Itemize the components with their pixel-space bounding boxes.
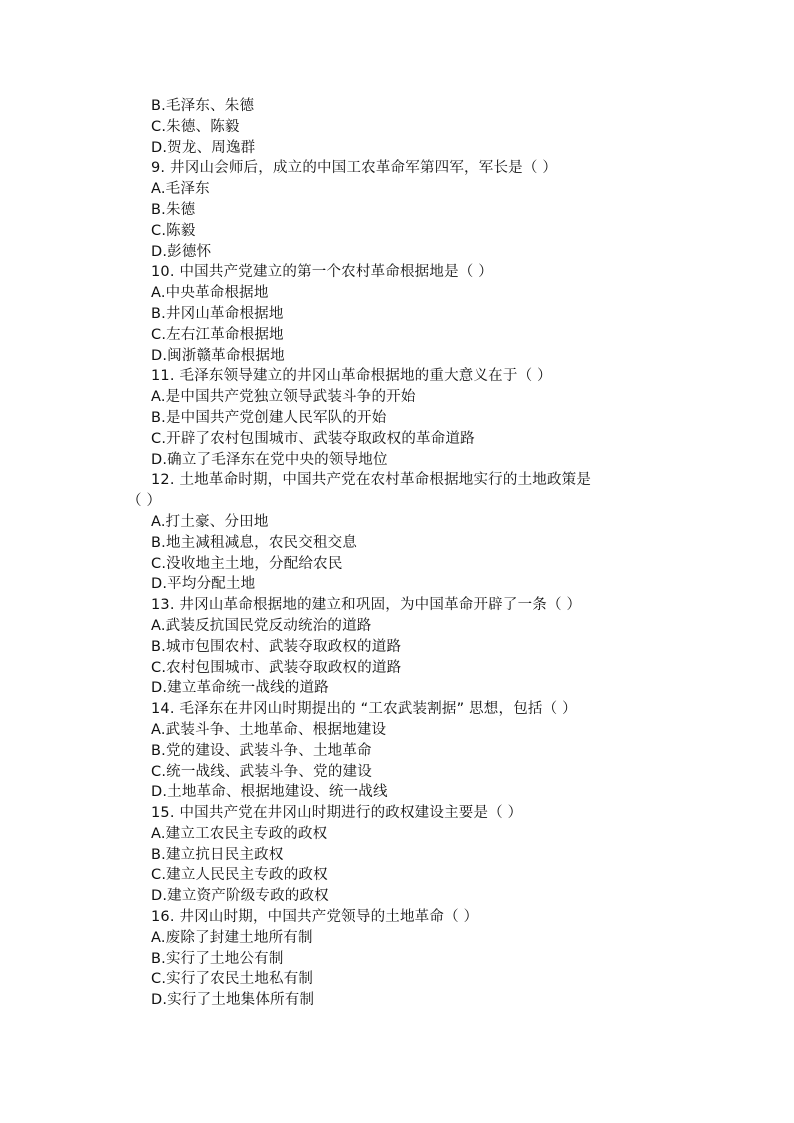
answer-option: A.武装反抗国民党反动统治的道路 — [151, 617, 372, 634]
question-text: 9. 井冈山会师后，成立的中国工农革命军第四军，军长是（ ） — [151, 160, 558, 177]
answer-option: C.开辟了农村包围城市、武装夺取政权的革命道路 — [151, 430, 475, 447]
question-text: 13. 井冈山革命根据地的建立和巩固，为中国革命开辟了一条（ ） — [151, 597, 582, 614]
answer-option: D.彭德怀 — [151, 243, 212, 260]
answer-option: D.闽浙赣革命根据地 — [151, 347, 285, 364]
answer-option: B.地主减租减息，农民交租交息 — [151, 534, 358, 551]
question-text: 16. 井冈山时期，中国共产党领导的土地革命（ ） — [151, 909, 479, 926]
question-list — [127, 96, 691, 1011]
question-text: 11. 毛泽东领导建立的井冈山革命根据地的重大意义在于（ ） — [151, 368, 552, 385]
question-text: 10. 中国共产党建立的第一个农村革命根据地是（ ） — [151, 264, 493, 281]
answer-option: D.实行了土地集体所有制 — [151, 992, 315, 1009]
answer-option: D.平均分配土地 — [151, 576, 256, 593]
answer-option: B.建立抗日民主政权 — [151, 846, 284, 863]
answer-option: C.农村包围城市、武装夺取政权的道路 — [151, 659, 402, 676]
answer-option: A.打土豪、分田地 — [151, 513, 269, 530]
question-text-continuation: （ ） — [127, 493, 162, 510]
answer-option: B.城市包围农村、武装夺取政权的道路 — [151, 638, 402, 655]
answer-option: C.陈毅 — [151, 222, 196, 239]
answer-option: C.统一战线、武装斗争、党的建设 — [151, 763, 372, 780]
answer-option: D.建立资产阶级专政的政权 — [151, 888, 329, 905]
answer-option: D.建立革命统一战线的道路 — [151, 680, 329, 697]
answer-option: D.土地革命、根据地建设、统一战线 — [151, 784, 388, 801]
answer-option: B.毛泽东、朱德 — [151, 98, 255, 114]
answer-option: B.朱德 — [151, 201, 196, 218]
answer-option: D.贺龙、周逸群 — [151, 139, 256, 156]
answer-option: B.是中国共产党创建人民军队的开始 — [151, 409, 387, 426]
question-text: 15. 中国共产党在井冈山时期进行的政权建设主要是（ ） — [151, 805, 523, 822]
question-text: 14. 毛泽东在井冈山时期提出的 “工农武装割据” 思想，包括（ ） — [151, 701, 577, 718]
answer-option: C.左右江革命根据地 — [151, 326, 284, 343]
answer-option: B.实行了土地公有制 — [151, 950, 284, 967]
answer-option: A.是中国共产党独立领导武装斗争的开始 — [151, 389, 416, 406]
question-text: 12. 土地革命时期，中国共产党在农村革命根据地实行的土地政策是 — [151, 472, 592, 489]
answer-option: C.建立人民民主专政的政权 — [151, 867, 328, 884]
answer-option: C.朱德、陈毅 — [151, 118, 240, 135]
answer-option: D.确立了毛泽东在党中央的领导地位 — [151, 451, 388, 468]
answer-option: A.中央革命根据地 — [151, 285, 269, 302]
answer-option: B.井冈山革命根据地 — [151, 305, 284, 322]
answer-option: A.废除了封建土地所有制 — [151, 929, 313, 946]
answer-option: C.实行了农民土地私有制 — [151, 971, 314, 988]
answer-option: A.武装斗争、土地革命、根据地建设 — [151, 721, 387, 738]
answer-option: A.毛泽东 — [151, 181, 210, 198]
answer-option: C.没收地主土地，分配给农民 — [151, 555, 343, 572]
answer-option: A.建立工农民主专政的政权 — [151, 825, 328, 842]
answer-option: B.党的建设、武装斗争、土地革命 — [151, 742, 372, 759]
